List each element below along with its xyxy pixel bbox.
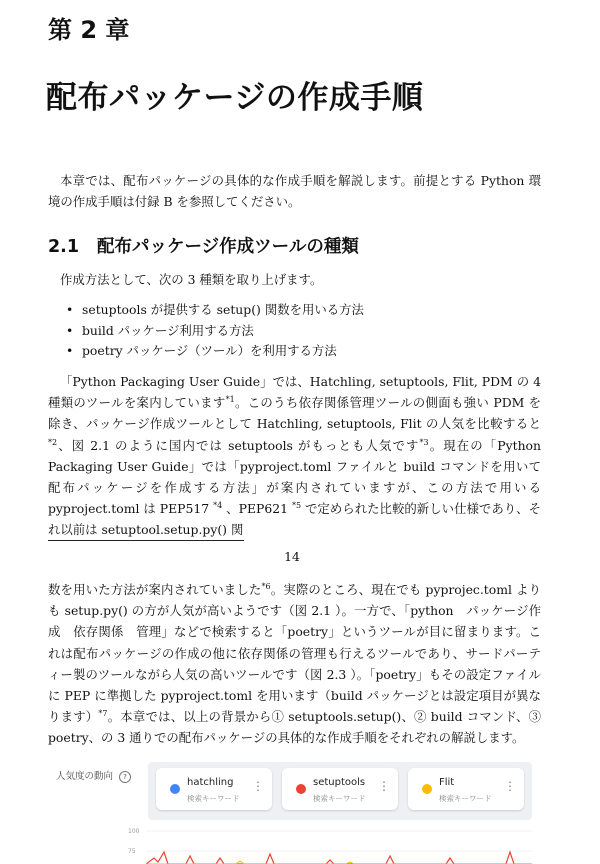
chapter-label: 第 2 章 (48, 16, 130, 44)
trend-chart (128, 828, 532, 864)
footnote-ref: *6 (261, 581, 271, 591)
chapter-title: 配布パッケージの作成手順 (46, 80, 424, 116)
section-number: 2.1 (48, 237, 80, 257)
y-tick-label: 75 (128, 848, 136, 855)
list-item: • poetry パッケージ（ツール）を利用する方法 (66, 341, 364, 362)
setuptools-trend-line (146, 852, 532, 864)
list-item: • build パッケージ利用する方法 (66, 321, 364, 342)
keyword-card-setuptools[interactable] (282, 768, 398, 810)
keyword-panel (148, 762, 532, 820)
footnote-ref: *2 (48, 437, 58, 447)
lead-paragraph: 作成方法として、次の 3 種類を取り上げます。 (60, 272, 323, 287)
series-color-dot (296, 784, 306, 794)
figure-title: 人気度の動向 (56, 771, 114, 782)
page-number: 14 (284, 549, 300, 564)
method-list (66, 300, 364, 362)
text-run: 。現在の「Python Packaging User Guide」では「pyproject.toml ファイルと build コマンドを用いて配布パッケージを作成する方法」が案内されていますが、この方法で用いる pyproject.toml は PEP517 (48, 437, 541, 517)
keyword-term: Flit (439, 777, 455, 788)
body-paragraph-1 (48, 371, 541, 541)
footnote-divider (48, 540, 244, 541)
series-color-dot (422, 784, 432, 794)
text-run: 、図 2.1 のように国内では setuptools がもっとも人気です (57, 437, 420, 453)
keyword-type: 検索キーワード (313, 794, 366, 803)
more-vert-icon[interactable]: ⋮ (504, 779, 516, 793)
footnote-ref: *4 (213, 501, 223, 511)
intro-paragraph: 本章では、配布パッケージの具体的な作成手順を解説します。前提とする Python 環境の作成手順は付録 B を参照してください。 (48, 173, 541, 210)
text-run: 数を用いた方法が案内されていました (48, 582, 262, 597)
footnote-ref: *1 (225, 395, 235, 405)
text-run: 「Python Packaging User Guide」では、Hatchling, setuptools, Flit, PDM の 4 種類のツールを案内しています (48, 374, 541, 411)
help-icon[interactable]: ? (119, 771, 131, 783)
more-vert-icon[interactable]: ⋮ (252, 779, 264, 793)
keyword-type: 検索キーワード (439, 794, 492, 803)
keyword-term: hatchling (187, 777, 234, 788)
text-run: 。このうち依存関係管理ツールの側面も強い PDM を除き、パッケージ作成ツールとして Hatchling, setuptools, Flit の人気を比較すると (48, 395, 541, 432)
keyword-card-hatchling[interactable] (156, 768, 272, 810)
footnote-ref: *5 (291, 501, 302, 511)
text-run: 。実際のところ、現在でも pyprojec.toml よりも setup.py() の方が人気が高いようです（図 2.1 ）。一方で、「python パッケージ作成 依存関係 管理」などで検索すると「poetry」というツールが目に留まります。これは配布パッケージの作成の他に依存関係の管理も行えるツールであり、サードパーティー製のツールながら人気の高いツールです（図 2.3 ）。「poetry」もその設定ファイルに PEP に準拠した pyproject.toml を用います（build パッケージとは設定項目が異なります） (48, 582, 542, 725)
text-run: 。本章では、以上の背景から① setuptools.setup()、② build コマンド、③ poetry、の 3 通りでの配布パッケージの具体的な作成手順をそれぞれの解説します。 (48, 709, 541, 746)
text-run: で定められた比較的新しい仕様であり、それ以前は setuptool.setup.py() 関 (48, 501, 541, 538)
trend-lines (146, 828, 532, 864)
trends-figure (48, 762, 532, 864)
keyword-type: 検索キーワード (187, 794, 240, 803)
section-title: 配布パッケージ作成ツールの種類 (97, 237, 359, 257)
body-paragraph-2 (48, 579, 541, 749)
y-tick-label: 100 (128, 828, 140, 835)
more-vert-icon[interactable]: ⋮ (378, 779, 390, 793)
figure-label (56, 768, 131, 783)
footnote-ref: *3 (419, 437, 429, 447)
keyword-term: setuptools (313, 777, 366, 788)
footnote-ref: *7 (98, 709, 108, 719)
series-color-dot (170, 784, 180, 794)
list-item: • setuptools が提供する setup() 関数を用いる方法 (66, 300, 364, 321)
keyword-card-flit[interactable] (408, 768, 524, 810)
text-run: 、PEP621 (222, 501, 292, 517)
section-heading (48, 233, 359, 258)
